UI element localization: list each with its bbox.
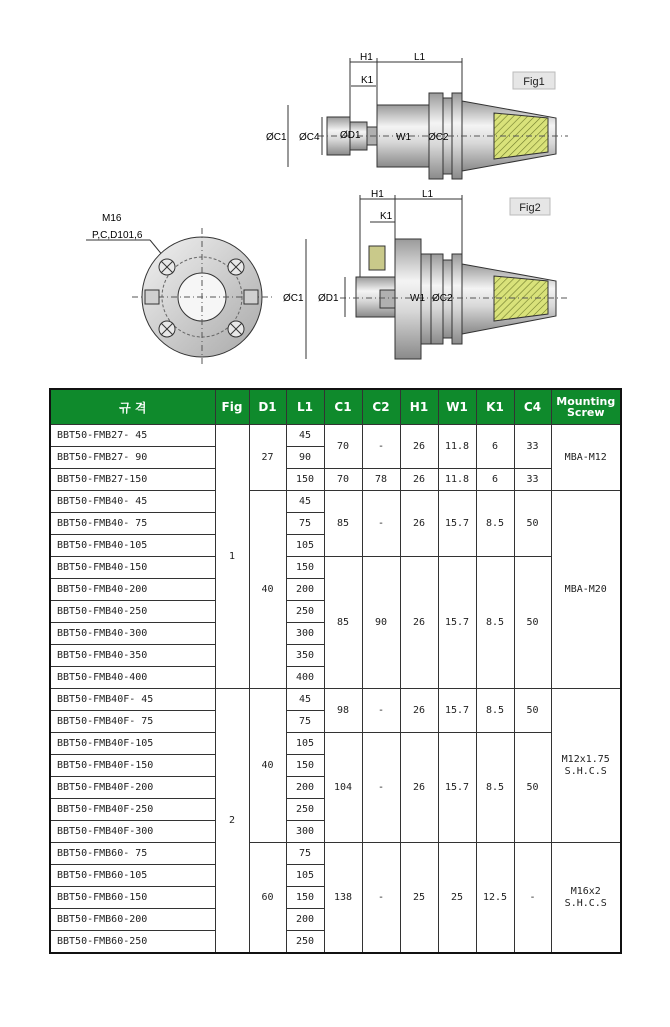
cell-l1: 150 (286, 469, 324, 491)
fig1-c4-text: ØC4 (299, 132, 320, 143)
header-mount-line1: Mounting (556, 395, 616, 408)
cell-l1: 250 (286, 601, 324, 623)
cell-c1: 70 (324, 469, 362, 491)
cell-c2: - (362, 733, 400, 843)
fig1-l1-text: L1 (414, 52, 426, 63)
end-view-drawing (86, 213, 272, 366)
cell-spec: BBT50-FMB40-200 (50, 579, 215, 601)
header-k1: K1 (476, 389, 514, 425)
cell-spec: BBT50-FMB40-350 (50, 645, 215, 667)
cell-mounting-screw (551, 689, 621, 843)
cell-spec: BBT50-FMB27- 45 (50, 425, 215, 447)
fig1-d1-text: ØD1 (340, 130, 361, 141)
header-mount-line2: Screw (567, 406, 605, 419)
fig2-label: Fig2 (519, 202, 541, 214)
cell-spec: BBT50-FMB40- 75 (50, 513, 215, 535)
cell-l1: 150 (286, 755, 324, 777)
fig2-k1-text: K1 (380, 211, 393, 222)
cell-l1: 200 (286, 777, 324, 799)
cell-l1: 250 (286, 799, 324, 821)
fig2-w1-text: W1 (410, 293, 425, 304)
cell-d1: 40 (249, 491, 286, 689)
cell-c2: - (362, 843, 400, 954)
header-spec: 규 격 (50, 389, 215, 425)
cell-l1: 200 (286, 909, 324, 931)
fig1-w1-text: W1 (396, 132, 411, 143)
table-row (50, 733, 621, 755)
end-view-screw-label: M16 (102, 213, 122, 224)
cell-c2: - (362, 689, 400, 733)
mount-line1: M16x2 (570, 885, 601, 897)
cell-l1: 75 (286, 513, 324, 535)
table-row (50, 469, 621, 491)
fig2-h1-text: H1 (371, 189, 384, 200)
cell-l1: 105 (286, 865, 324, 887)
cell-spec: BBT50-FMB60- 75 (50, 843, 215, 865)
cell-k1: 8.5 (476, 733, 514, 843)
fig2-d1-text: ØD1 (318, 293, 339, 304)
cell-d1: 27 (249, 425, 286, 491)
cell-spec: BBT50-FMB40F-105 (50, 733, 215, 755)
cell-spec: BBT50-FMB40- 45 (50, 491, 215, 513)
cell-w1: 25 (438, 843, 476, 954)
cell-c4: 50 (514, 689, 551, 733)
cell-spec: BBT50-FMB40-105 (50, 535, 215, 557)
cell-c4: 33 (514, 425, 551, 469)
header-c2: C2 (362, 389, 400, 425)
fig2-drawing (283, 189, 568, 359)
fig2-c2-text: ØC2 (432, 293, 453, 304)
cell-l1: 400 (286, 667, 324, 689)
cell-l1: 105 (286, 733, 324, 755)
cell-k1: 8.5 (476, 557, 514, 689)
header-d1: D1 (249, 389, 286, 425)
cell-spec: BBT50-FMB40-250 (50, 601, 215, 623)
cell-spec: BBT50-FMB60-105 (50, 865, 215, 887)
spec-table (49, 388, 622, 954)
cell-fig: 1 (215, 425, 249, 689)
cell-k1: 8.5 (476, 491, 514, 557)
mount-line2: S.H.C.S (564, 765, 607, 777)
cell-w1: 15.7 (438, 491, 476, 557)
technical-drawings (0, 0, 670, 385)
cell-w1: 15.7 (438, 733, 476, 843)
fig2-c1-text: ØC1 (283, 293, 304, 304)
cell-spec: BBT50-FMB40-150 (50, 557, 215, 579)
cell-l1: 250 (286, 931, 324, 954)
header-w1: W1 (438, 389, 476, 425)
cell-spec: BBT50-FMB60-250 (50, 931, 215, 954)
fig1-c1-text: ØC1 (266, 132, 287, 143)
header-fig: Fig (215, 389, 249, 425)
cell-c1: 98 (324, 689, 362, 733)
cell-c4: 50 (514, 733, 551, 843)
fig1-c2-text: ØC2 (428, 132, 449, 143)
cell-d1: 60 (249, 843, 286, 954)
cell-w1: 15.7 (438, 689, 476, 733)
cell-d1: 40 (249, 689, 286, 843)
header-c4: C4 (514, 389, 551, 425)
cell-h1: 26 (400, 425, 438, 469)
fig1-drawing (266, 52, 568, 179)
cell-l1: 45 (286, 425, 324, 447)
cell-l1: 105 (286, 535, 324, 557)
cell-c1: 104 (324, 733, 362, 843)
header-mounting-screw (551, 389, 621, 425)
table-body (50, 425, 621, 954)
cell-spec: BBT50-FMB40F-300 (50, 821, 215, 843)
drive-key-right (244, 290, 258, 304)
cell-spec: BBT50-FMB27-150 (50, 469, 215, 491)
cell-l1: 150 (286, 557, 324, 579)
cell-l1: 90 (286, 447, 324, 469)
fig1-k1-text: K1 (361, 75, 374, 86)
drive-key-left (145, 290, 159, 304)
header-h1: H1 (400, 389, 438, 425)
header-l1: L1 (286, 389, 324, 425)
cell-h1: 26 (400, 733, 438, 843)
cell-c1: 85 (324, 557, 362, 689)
mount-line1: MBA-M20 (564, 583, 607, 595)
table-row (50, 557, 621, 579)
fig2-l1-text: L1 (422, 189, 434, 200)
fig1-label: Fig1 (523, 76, 545, 88)
mount-line1: M12x1.75 (561, 753, 610, 765)
cell-k1: 6 (476, 469, 514, 491)
cell-h1: 26 (400, 491, 438, 557)
cell-l1: 150 (286, 887, 324, 909)
cell-l1: 75 (286, 843, 324, 865)
end-view-pcd-label: P,C,D101,6 (92, 230, 143, 241)
cell-l1: 45 (286, 491, 324, 513)
cell-c4: 33 (514, 469, 551, 491)
cell-h1: 26 (400, 557, 438, 689)
cell-c4: 50 (514, 557, 551, 689)
cell-w1: 11.8 (438, 469, 476, 491)
cell-h1: 26 (400, 689, 438, 733)
cell-mounting-screw (551, 843, 621, 954)
cell-k1: 8.5 (476, 689, 514, 733)
fig2-screw (369, 246, 385, 270)
cell-mounting-screw (551, 425, 621, 491)
cell-c2: 90 (362, 557, 400, 689)
cell-l1: 300 (286, 821, 324, 843)
cell-c1: 85 (324, 491, 362, 557)
cell-fig: 2 (215, 689, 249, 954)
cell-l1: 45 (286, 689, 324, 711)
cell-l1: 75 (286, 711, 324, 733)
cell-l1: 350 (286, 645, 324, 667)
cell-spec: BBT50-FMB40F-250 (50, 799, 215, 821)
cell-c1: 70 (324, 425, 362, 469)
cell-spec: BBT50-FMB40F-150 (50, 755, 215, 777)
mount-line2: S.H.C.S (564, 897, 607, 909)
cell-h1: 26 (400, 469, 438, 491)
cell-spec: BBT50-FMB60-200 (50, 909, 215, 931)
cell-spec: BBT50-FMB60-150 (50, 887, 215, 909)
fig2-collar (452, 254, 462, 344)
cell-c4: - (514, 843, 551, 954)
mount-line1: MBA-M12 (564, 451, 607, 463)
cell-c2: - (362, 491, 400, 557)
cell-l1: 200 (286, 579, 324, 601)
cell-h1: 25 (400, 843, 438, 954)
cell-spec: BBT50-FMB40-400 (50, 667, 215, 689)
cell-spec: BBT50-FMB40F- 45 (50, 689, 215, 711)
table-row (50, 843, 621, 865)
cell-spec: BBT50-FMB27- 90 (50, 447, 215, 469)
cell-k1: 12.5 (476, 843, 514, 954)
table-row (50, 425, 621, 447)
cell-spec: BBT50-FMB40F- 75 (50, 711, 215, 733)
cell-c1: 138 (324, 843, 362, 954)
cell-spec: BBT50-FMB40F-200 (50, 777, 215, 799)
fig1-h1-text: H1 (360, 52, 373, 63)
cell-c2: - (362, 425, 400, 469)
cell-spec: BBT50-FMB40-300 (50, 623, 215, 645)
table-row (50, 689, 621, 711)
cell-c2: 78 (362, 469, 400, 491)
table-row (50, 491, 621, 513)
cell-k1: 6 (476, 425, 514, 469)
cell-w1: 11.8 (438, 425, 476, 469)
header-c1: C1 (324, 389, 362, 425)
table-header-row (50, 389, 621, 425)
cell-mounting-screw (551, 491, 621, 689)
cell-w1: 15.7 (438, 557, 476, 689)
cell-c4: 50 (514, 491, 551, 557)
cell-l1: 300 (286, 623, 324, 645)
